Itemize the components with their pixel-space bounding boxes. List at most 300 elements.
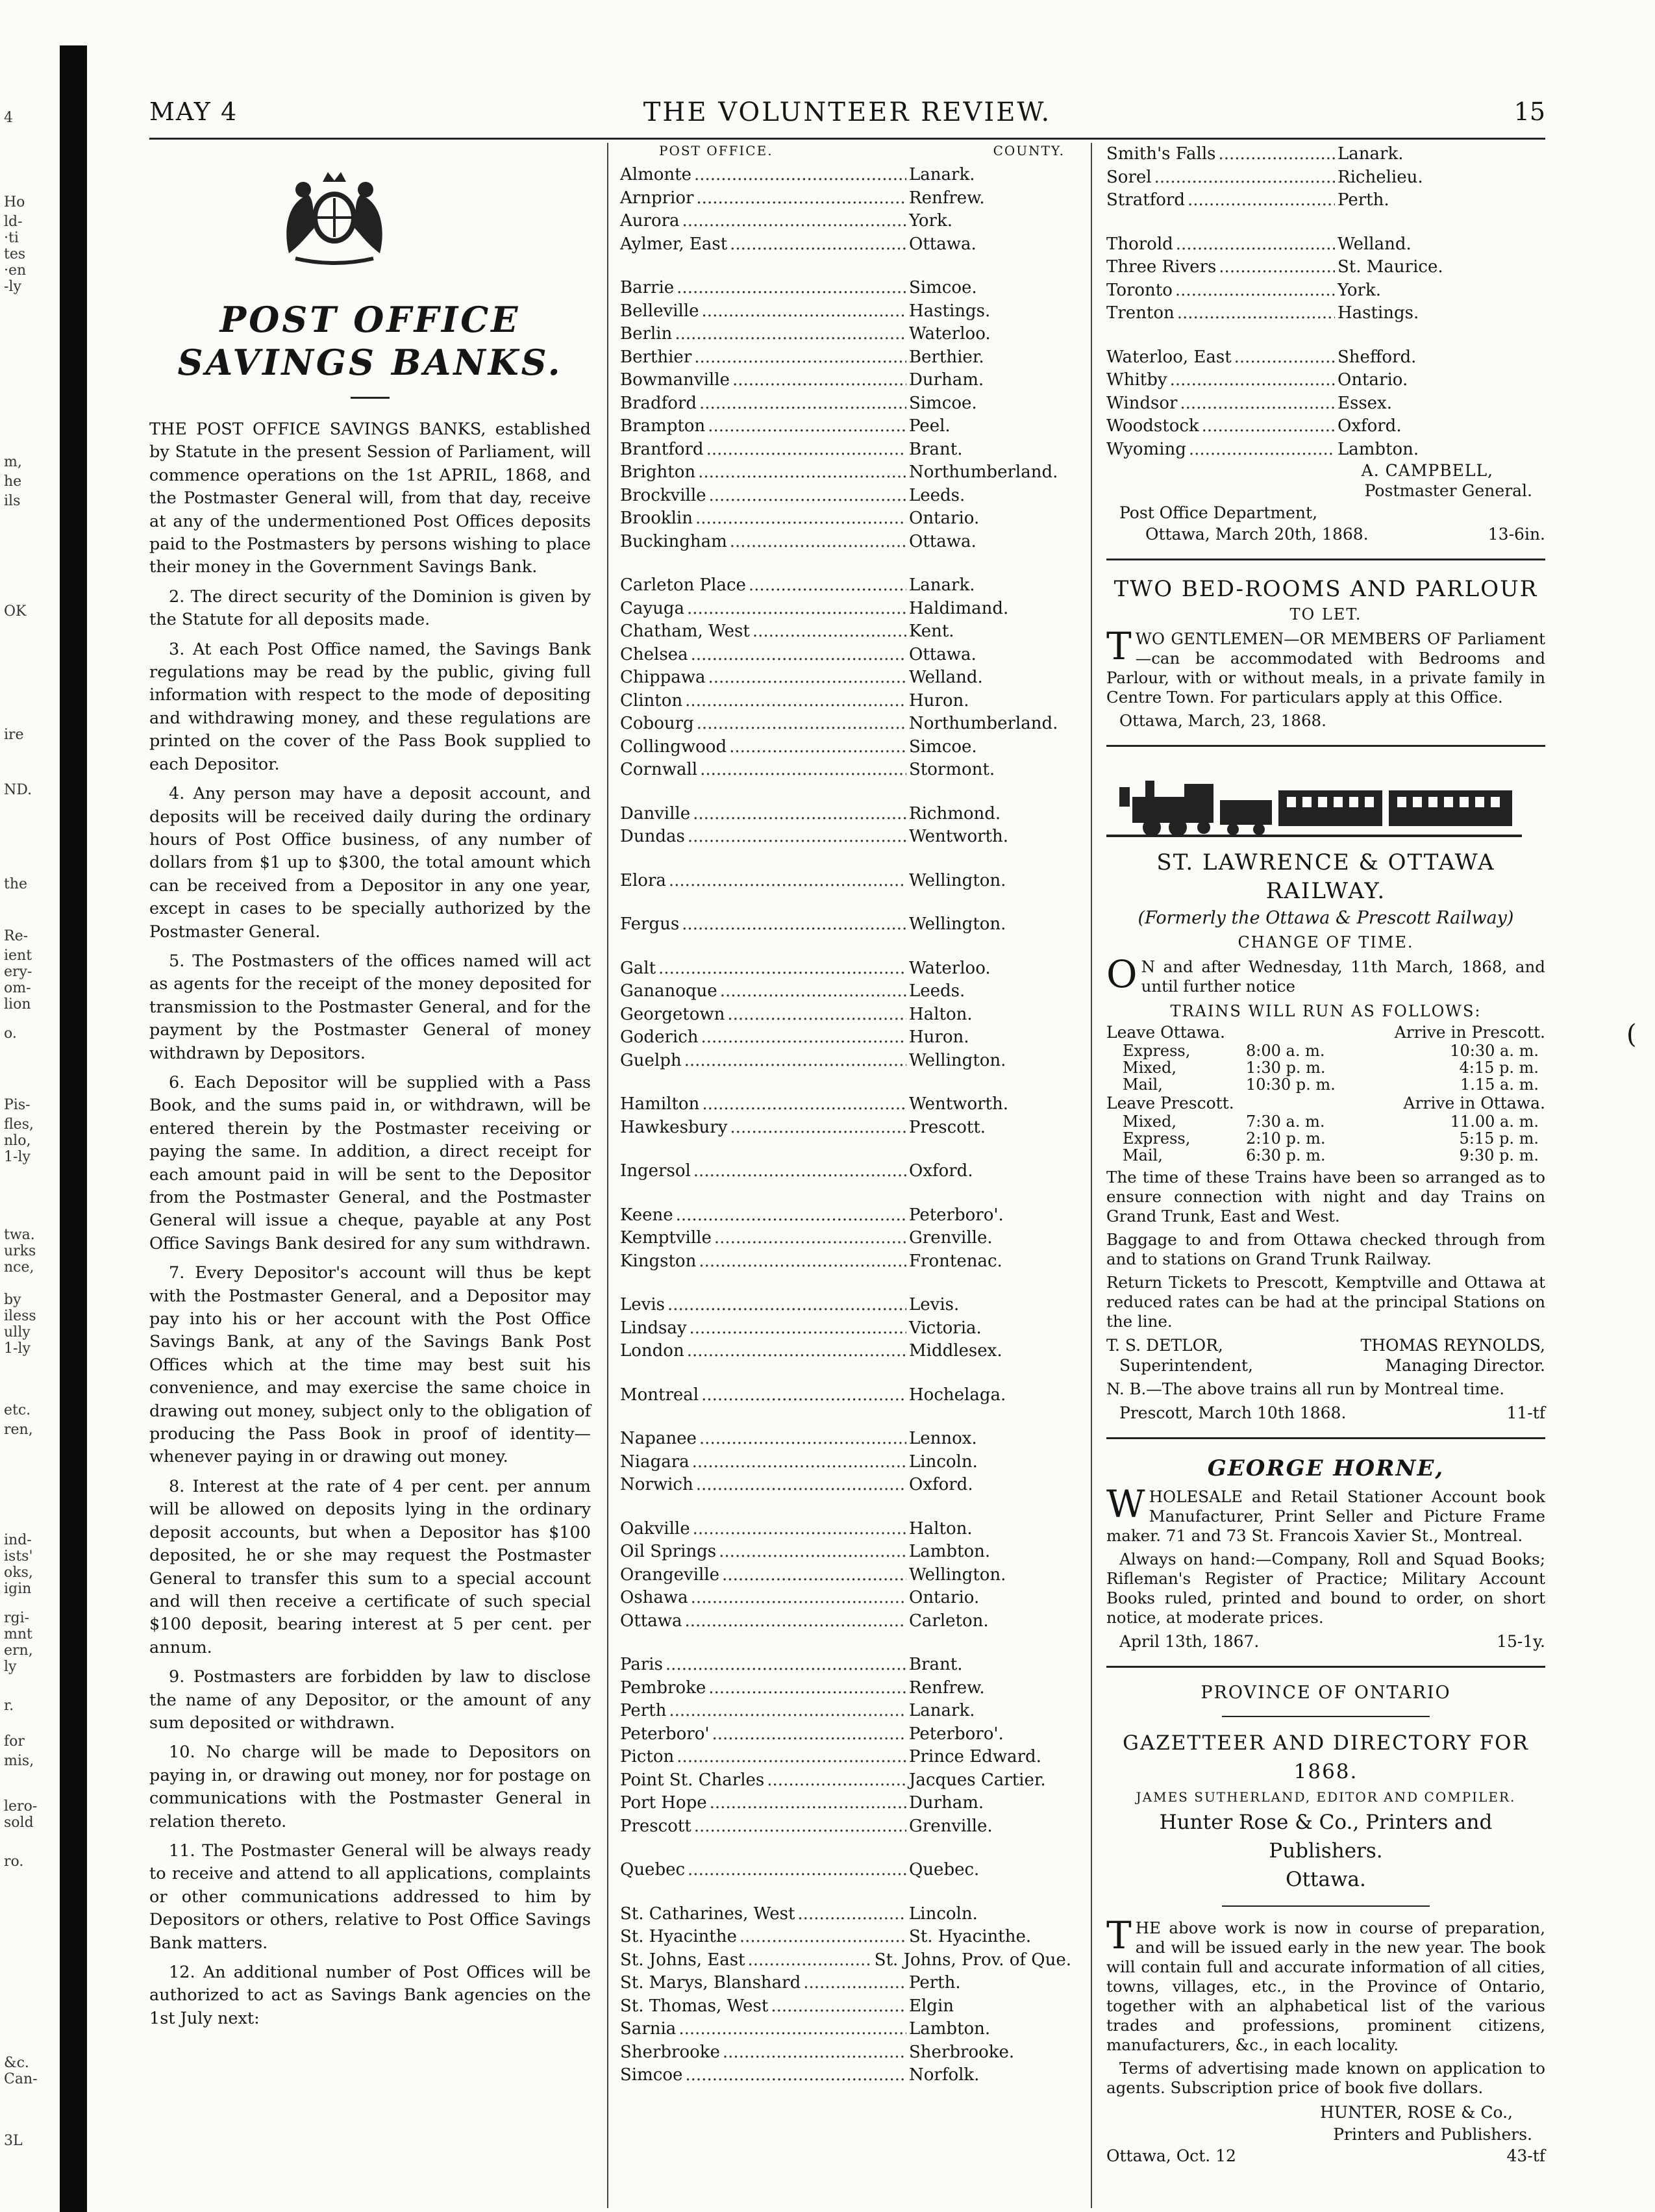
office-entry [620, 484, 1071, 508]
office-entry [1106, 279, 1545, 303]
office-name: Cornwall [620, 760, 698, 779]
leader-dots [682, 913, 906, 936]
leader-dots [669, 1700, 906, 1723]
leader-dots [1234, 346, 1335, 370]
edge-fragment: -ly [4, 279, 21, 295]
office-entry [620, 1340, 1071, 1363]
office-entry [620, 1700, 1071, 1723]
leader-dots [727, 1003, 906, 1027]
office-entry [1106, 233, 1545, 257]
leader-dots [740, 1926, 906, 1949]
county-name: Leeds. [909, 485, 965, 505]
edge-fragment: he [4, 473, 22, 490]
county-name: Welland. [909, 668, 983, 687]
leader-dots [687, 1340, 906, 1363]
leader-dots [771, 1995, 906, 2018]
horne-body-2: Always on hand:—Company, Roll and Squad Books; Rifleman's Register of Practice; Military Account Books ruled, printed and bound to order, on short notice, at moderate prices. [1106, 1550, 1545, 1627]
county-name: Lambton. [1338, 439, 1419, 459]
office-name: Oil Springs [620, 1542, 717, 1561]
group-gap [620, 1139, 1071, 1160]
office-name: Arnprior [620, 188, 694, 208]
office-entry [620, 1384, 1071, 1407]
office-name: Danville [620, 803, 691, 823]
county-name: Berthier. [909, 347, 984, 367]
leader-dots [688, 825, 906, 849]
office-name: Ingersol [620, 1161, 691, 1181]
county-name: Brant. [909, 1655, 963, 1674]
group-gap [620, 1497, 1071, 1518]
edge-fragment: igin [4, 1581, 32, 1597]
office-entry [620, 346, 1071, 370]
office-name: Lindsay [620, 1318, 687, 1338]
edge-fragment: sold [4, 1815, 34, 1831]
office-name: Wyoming [1106, 439, 1186, 459]
county-name: Durham. [909, 370, 984, 390]
office-name: Brantford [620, 439, 704, 459]
office-name: Levis [620, 1295, 665, 1314]
leader-dots [691, 644, 906, 667]
office-entry [620, 1746, 1071, 1769]
edge-fragment: ro. [4, 1854, 24, 1870]
county-name: Levis. [909, 1295, 960, 1314]
office-name: Aylmer, East [620, 234, 728, 254]
leader-dots [730, 531, 906, 554]
office-entry [620, 2041, 1071, 2065]
group-gap [620, 1183, 1071, 1204]
office-entry [620, 1564, 1071, 1587]
leader-dots [675, 323, 906, 346]
county-name: Ontario. [909, 1588, 980, 1607]
leader-dots [666, 1653, 906, 1677]
leader-dots [722, 1564, 906, 1587]
leader-dots [678, 2018, 906, 2041]
article-paragraph: 4. Any person may have a deposit account, and deposits will be received daily during the ordinary hours of Post Office business, of any number of dollars from $1 up to $300, the total amount which can be received from a Depositor in any one year, except in cases to be specially authorized by the Postmaster General. [149, 784, 591, 942]
office-name: Cobourg [620, 714, 694, 733]
office-name: Peterboro' [620, 1724, 710, 1744]
gazetteer-signature: HUNTER, ROSE & Co., [1320, 2103, 1513, 2122]
county-name: Sherbrooke. [909, 2042, 1015, 2062]
county-name: Peel. [909, 416, 951, 436]
bedrooms-ad [1106, 575, 1545, 731]
county-name: St. Maurice. [1338, 257, 1443, 277]
county-name: Prescott. [909, 1117, 986, 1137]
locomotive-train-icon [1106, 768, 1522, 839]
office-entry [620, 1427, 1071, 1451]
horne-ad [1106, 1453, 1545, 1652]
train-type: Mail, [1123, 1146, 1163, 1164]
leader-dots [684, 1610, 906, 1633]
edge-fragment: ery- [4, 964, 32, 980]
leader-dots [706, 438, 906, 462]
railway-ad [1106, 761, 1545, 1423]
office-entry [620, 1451, 1071, 1474]
office-name: Three Rivers [1106, 257, 1217, 277]
office-entry [620, 1903, 1071, 1926]
leader-dots [723, 2041, 906, 2065]
county-name: Huron. [909, 690, 969, 710]
office-entry [620, 980, 1071, 1003]
office-entry [620, 210, 1071, 233]
county-name: Ontario. [1338, 370, 1408, 390]
leader-dots [753, 620, 906, 644]
county-name: Victoria. [909, 1318, 982, 1338]
office-entry [620, 1317, 1071, 1340]
dropcap: O [1106, 952, 1138, 996]
county-name: Wentworth. [909, 1094, 1008, 1114]
county-name: Carleton. [909, 1611, 989, 1631]
arrive-label: Arrive in Prescott. [1394, 1023, 1545, 1042]
office-name: Chelsea [620, 644, 688, 664]
gazetteer-signature-role: Printers and Publishers. [1333, 2125, 1532, 2144]
county-name: Lincoln. [909, 1904, 978, 1924]
depart-time: 1:30 p. m. [1246, 1059, 1326, 1077]
leader-dots [694, 1815, 906, 1839]
leader-dots [699, 392, 906, 416]
county-name: Essex. [1338, 393, 1392, 413]
county-name: Wellington. [909, 914, 1006, 934]
county-name: Ottawa. [909, 234, 977, 254]
office-entry [620, 1792, 1071, 1815]
office-entry [620, 1972, 1071, 1995]
leader-dots [694, 164, 906, 187]
office-name: Hawkesbury [620, 1117, 728, 1137]
group-gap [620, 849, 1071, 870]
office-entry [620, 913, 1071, 936]
train-type: Express, [1123, 1129, 1191, 1148]
office-name: Elora [620, 870, 666, 890]
leader-dots [1176, 233, 1335, 257]
depart-time: 7:30 a. m. [1246, 1112, 1325, 1131]
leader-dots [688, 1859, 906, 1882]
county-name: St. Hyacinthe. [909, 1927, 1032, 1946]
leader-dots [658, 957, 906, 981]
article-paragraph: 8. Interest at the rate of 4 per cent. per annum will be allowed on deposits lying in the ordinary deposit accounts, but when a Depositor has $100 deposited, he or she may request the Postmaster General to transfer this sum to a special account and will then receive a certificate of such special $100 deposit, bearing interest at 5 per cent. per annum. [149, 1476, 591, 1657]
office-entry [620, 1026, 1071, 1049]
leader-dots [701, 1384, 906, 1407]
office-name: Chatham, West [620, 622, 750, 641]
office-entry [620, 1926, 1071, 1949]
office-name: Brockville [620, 485, 706, 505]
office-name: Berthier [620, 347, 692, 367]
county-name: York. [1338, 280, 1382, 300]
gazetteer-editor: JAMES SUTHERLAND, EDITOR AND COMPILER. [1136, 1789, 1516, 1805]
office-name: Almonte [620, 165, 691, 184]
leader-dots [1219, 256, 1335, 279]
office-name: St. Johns, East [620, 1950, 745, 1970]
column-1 [149, 143, 591, 2037]
office-name: Montreal [620, 1385, 699, 1405]
newspaper-title: THE VOLUNTEER REVIEW. [643, 97, 1052, 127]
leader-dots [676, 1204, 906, 1227]
county-name: Waterloo. [909, 958, 991, 978]
article-title: POST OFFICE SAVINGS BANKS. [177, 299, 563, 383]
county-name: Grenville. [909, 1816, 993, 1836]
office-name: Trenton [1106, 303, 1175, 323]
office-entry [620, 531, 1071, 554]
leader-dots [700, 759, 906, 782]
signature-date-row [1106, 524, 1545, 544]
county-name: Stormont. [909, 760, 995, 779]
edge-fragment: the [4, 876, 28, 892]
group-gap [620, 1882, 1071, 1903]
office-entry [620, 759, 1071, 782]
edge-fragment: o. [4, 1025, 17, 1042]
leader-dots [696, 1474, 906, 1497]
group-gap [620, 553, 1071, 574]
leader-dots [687, 597, 906, 621]
office-name: Perth [620, 1701, 667, 1720]
leader-dots [729, 736, 906, 759]
office-name: Gananoque [620, 981, 717, 1001]
train-type: Express, [1123, 1042, 1191, 1060]
county-name: Oxford. [909, 1475, 973, 1494]
office-name: Toronto [1106, 280, 1173, 300]
county-name: Shefford. [1338, 347, 1417, 367]
county-name: Leeds. [909, 981, 965, 1001]
divider [1106, 745, 1545, 747]
office-entry [620, 957, 1071, 981]
office-entry [620, 1003, 1071, 1027]
schedule-row [1106, 1113, 1545, 1130]
office-entry [1106, 166, 1545, 190]
leader-dots [1189, 438, 1335, 462]
office-entry [620, 1227, 1071, 1250]
office-entry [620, 2018, 1071, 2041]
schedule-row [1106, 1042, 1545, 1059]
office-entry [620, 1677, 1071, 1700]
leader-dots [1154, 166, 1335, 190]
train-type: Mixed, [1123, 1059, 1176, 1077]
edge-fragment: 4 [4, 110, 13, 126]
office-name: Sarnia [620, 2019, 677, 2039]
signature-department: Post Office Department, [1119, 503, 1318, 522]
office-name: Port Hope [620, 1793, 707, 1813]
leader-dots [1177, 302, 1335, 325]
railway-trains-heading: TRAINS WILL RUN AS FOLLOWS: [1170, 1002, 1482, 1020]
schedule-1-header [1106, 1022, 1545, 1042]
county-name: Quebec. [909, 1860, 980, 1879]
office-name: Bowmanville [620, 370, 730, 390]
article-body [149, 418, 591, 2030]
leader-dots [690, 1317, 906, 1340]
county-heading: COUNTY. [993, 143, 1065, 158]
schedule-2-header [1106, 1093, 1545, 1113]
office-name: Belleville [620, 301, 699, 321]
county-name: Northumberland. [909, 462, 1058, 482]
schedule-row [1106, 1130, 1545, 1147]
office-name: Goderich [620, 1027, 699, 1047]
edge-fragment: rgi- [4, 1610, 30, 1626]
royal-coat-of-arms-icon [269, 162, 399, 266]
leader-dots [669, 870, 906, 893]
office-entry [620, 736, 1071, 759]
arrive-time: 10:30 a. m. [1450, 1042, 1539, 1060]
office-name: Quebec [620, 1860, 686, 1879]
office-entry [620, 1518, 1071, 1541]
arrive-time: 11.00 a. m. [1450, 1112, 1539, 1131]
depart-time: 10:30 p. m. [1246, 1075, 1336, 1094]
office-name: Brighton [620, 462, 696, 482]
office-name: Waterloo, East [1106, 347, 1232, 367]
leader-dots [684, 1049, 906, 1073]
county-name: Jacques Cartier. [909, 1770, 1046, 1790]
office-entry [620, 712, 1071, 736]
county-name: St. Johns, Prov. of Que. [874, 1950, 1071, 1970]
group-gap [620, 256, 1071, 277]
office-name: Prescott [620, 1816, 691, 1836]
offices-list-continued [1106, 143, 1545, 461]
leader-dots [719, 1540, 906, 1564]
office-name: Sorel [1106, 167, 1152, 187]
railway-formerly: (Formerly the Ottawa & Prescott Railway) [1138, 908, 1514, 928]
office-name: Smith's Falls [1106, 144, 1216, 164]
leader-dots [695, 507, 906, 531]
county-name: Middlesex. [909, 1341, 1002, 1361]
office-name: Ottawa [620, 1611, 682, 1631]
leader-dots [708, 415, 906, 438]
office-name: Norwich [620, 1475, 693, 1494]
office-entry [620, 438, 1071, 462]
article-paragraph: THE POST OFFICE SAVINGS BANKS, established by Statute in the present Session of Parliament, will commence operations on the 1st APRIL, 1868, and the Postmaster General will, from that day, receive at any of the undermentioned Post Offices deposits paid to the Postmasters by persons wishing to place their money in the Government Savings Bank. [149, 420, 591, 577]
leader-dots [1175, 279, 1335, 303]
leader-dots [685, 2064, 906, 2087]
leader-dots [1188, 189, 1335, 212]
leader-dots [797, 1903, 906, 1926]
office-entry [620, 300, 1071, 323]
schedule-row [1106, 1147, 1545, 1164]
edge-fragment: lion [4, 996, 31, 1012]
office-entry [620, 415, 1071, 438]
office-name: Bradford [620, 393, 697, 413]
office-name: Paris [620, 1655, 663, 1674]
county-name: Ottawa. [909, 531, 977, 551]
county-name: Simcoe. [909, 736, 977, 757]
railway-date-row: Prescott, March 10th 1868. 11-tf [1119, 1403, 1545, 1422]
gazetteer-body-2: Terms of advertising made known on application to agents. Subscription price of book five dollars. [1106, 2059, 1545, 2097]
group-gap [620, 1273, 1071, 1294]
county-name: Grenville. [909, 1228, 993, 1248]
office-name: Picton [620, 1747, 675, 1766]
leader-dots [692, 1451, 906, 1474]
office-name: Guelph [620, 1050, 682, 1070]
bedrooms-heading: TWO BED-ROOMS AND PARLOUR [1114, 576, 1538, 602]
leader-dots [697, 712, 906, 736]
group-gap [620, 1633, 1071, 1653]
edge-fragment: etc. [4, 1402, 31, 1418]
leave-label: Leave Ottawa. [1106, 1023, 1225, 1042]
county-name: Lincoln. [909, 1452, 978, 1472]
county-name: Northumberland. [909, 714, 1058, 733]
county-name: Simcoe. [909, 393, 977, 413]
county-name: Perth. [1338, 190, 1389, 210]
dropcap: T [1106, 624, 1132, 668]
group-gap [620, 892, 1071, 913]
office-entry [620, 1540, 1071, 1564]
office-name: Kemptville [620, 1228, 712, 1248]
office-entry [620, 1723, 1071, 1746]
gazetteer-city: Ottawa. [1286, 1868, 1366, 1891]
office-entry [620, 323, 1071, 346]
leader-dots [708, 666, 907, 690]
office-name: Pembroke [620, 1678, 706, 1698]
leader-dots [699, 1250, 906, 1274]
office-name: Buckingham [620, 531, 727, 551]
group-gap [620, 936, 1071, 957]
leader-dots [694, 346, 906, 370]
edge-fragment: ld- [4, 214, 23, 230]
leader-dots [1202, 415, 1335, 438]
railway-para: Baggage to and from Ottawa checked through from and to stations on Grand Trunk Railway. [1106, 1230, 1545, 1268]
divider [1106, 1666, 1545, 1668]
edge-fragment: ly [4, 1659, 17, 1675]
office-name: Napanee [620, 1429, 697, 1448]
county-name: Oxford. [1338, 416, 1402, 436]
office-name: Cayuga [620, 598, 684, 618]
horne-body: WHOLESALE and Retail Stationer Account book Manufacturer, Print Seller and Picture Frame maker. 71 and 73 St. Francois Xavier St., Montreal. [1106, 1482, 1545, 1545]
group-gap [620, 782, 1071, 803]
office-entry [620, 164, 1071, 187]
county-name: Richmond. [909, 803, 1001, 823]
county-name: Simcoe. [909, 278, 977, 297]
county-name: Durham. [909, 1793, 984, 1813]
edge-fragment: by [4, 1292, 21, 1308]
leader-dots [691, 1587, 906, 1610]
office-name: Collingwood [620, 736, 727, 757]
office-entry [620, 1769, 1071, 1792]
edge-fragment: fles, [4, 1116, 34, 1133]
leader-dots [714, 1227, 906, 1250]
edge-fragment: 3L [4, 2133, 23, 2149]
edge-fragment: Pis- [4, 1097, 31, 1113]
county-name: Perth. [909, 1973, 961, 1992]
leader-dots [1180, 392, 1335, 416]
office-name: Niagara [620, 1452, 690, 1472]
bedrooms-date: Ottawa, March, 23, 1868. [1119, 711, 1326, 730]
divider [1222, 1905, 1430, 1907]
county-name: Huron. [909, 1027, 969, 1047]
edge-fragment: ient [4, 948, 32, 964]
county-name: Haldimand. [909, 598, 1009, 618]
gazetteer-ad [1106, 1682, 1545, 2166]
county-name: Renfrew. [909, 1678, 985, 1698]
office-name: St. Thomas, West [620, 1996, 769, 2016]
edge-fragment: &c. [4, 2055, 29, 2071]
depart-time: 8:00 a. m. [1246, 1042, 1325, 1060]
office-entry [620, 1160, 1071, 1183]
leader-dots [693, 1160, 906, 1183]
margin-mark: ( [1626, 1020, 1637, 1049]
office-name: Whitby [1106, 370, 1167, 390]
leader-dots [699, 1427, 906, 1451]
county-name: Hastings. [909, 301, 991, 321]
office-entry [620, 1587, 1071, 1610]
leader-dots [677, 277, 906, 300]
office-name: Galt [620, 958, 656, 978]
county-name: Wellington. [909, 870, 1006, 890]
schedule-row [1106, 1076, 1545, 1093]
office-entry [620, 1949, 1071, 1972]
edge-fragment: ·ti [4, 230, 19, 246]
office-entry [620, 1653, 1071, 1677]
edge-fragment: ·en [4, 262, 27, 279]
office-name: Oakville [620, 1518, 690, 1539]
article-paragraph: 12. An additional number of Post Offices will be authorized to act as Savings Bank agencies on the 1st July next: [149, 1963, 591, 2028]
office-entry [620, 369, 1071, 392]
edge-fragment: m, [4, 454, 22, 470]
leader-dots [1218, 143, 1335, 166]
county-name: Welland. [1338, 234, 1412, 254]
page-number: 15 [1513, 97, 1545, 126]
